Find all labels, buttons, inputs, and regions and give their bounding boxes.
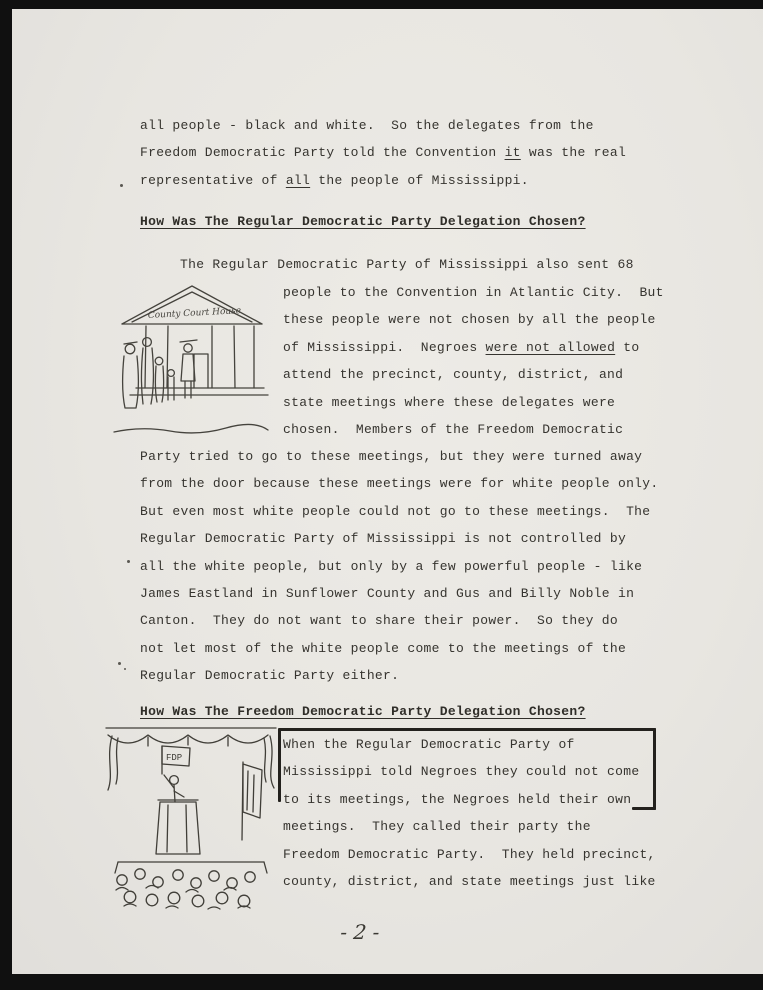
text-line: Regular Democratic Party of Mississippi is not controlled by [140,531,627,547]
underlined-text: were not allowed [485,339,616,355]
text-line: from the door because these meetings were for white people only. [140,476,659,492]
scan-speck [124,668,126,670]
text-line: all people - black and white. So the delegates from the [140,118,594,133]
text-line: to its meetings, the Negroes held their own [283,791,632,807]
text-line: these people were not chosen by all the people [283,312,656,328]
text-line: James Eastland in Sunflower County and Gus and Billy Noble in [140,586,635,602]
scan-speck [120,184,123,187]
text-segment: to [615,339,640,355]
text-line: chosen. Members of the Freedom Democratic [283,422,624,438]
page-number: - 2 - [339,920,381,944]
text-line [140,139,626,166]
text-line: state meetings where these delegates were [283,394,616,410]
text-line: Mississippi told Negroes they could not come [283,764,640,780]
paragraph-intro [140,112,626,194]
courthouse-label: County Court House [147,306,242,321]
scan-speck [127,560,130,563]
text-line: meetings. They called their party the [283,819,591,835]
text-line: The Regular Democratic Party of Mississippi also sent 68 [180,257,634,272]
text-segment: the people of Mississippi. [310,172,529,188]
scan-edge-left [0,0,12,990]
text-line: county, district, and state meetings just like [283,874,656,890]
text-line [140,167,626,194]
text-line: Party tried to go to these meetings, but they were turned away [140,449,643,464]
text-line [283,334,664,361]
fdp-rally-illustration [104,722,279,912]
text-line: When the Regular Democratic Party of [283,737,575,752]
scan-edge-bottom [0,974,763,990]
text-segment: of Mississippi. Negroes [283,339,486,355]
underlined-text: all [285,172,311,188]
paragraph-freedom-wrap [283,731,656,895]
text-line: Freedom Democratic Party. They held precinct, [283,846,656,862]
paragraph-regular-wrap [283,279,664,443]
paragraph-regular-full [140,443,658,690]
text-line: Canton. They do not want to share their power. So they do [140,613,618,629]
text-segment: representative of [140,172,286,188]
text-segment: Freedom Democratic Party told the Convention [140,145,505,161]
courthouse-drawing [106,276,278,444]
text-line: people to the Convention in Atlantic City. But [283,285,664,300]
fdp-rally-drawing [104,722,279,912]
underlined-text: it [504,145,521,161]
heading-text: How Was The Regular Democratic Party Delegation Chosen? [140,214,586,229]
text-line: But even most white people could not go to these meetings. The [140,503,651,519]
fdp-banner-label: FDP [166,753,183,763]
courthouse-illustration [106,276,278,444]
scan-edge-top [0,0,763,9]
text-line: not let most of the white people come to the meetings of the [140,640,627,656]
heading-text: How Was The Freedom Democratic Party Delegation Chosen? [140,704,586,719]
paragraph-regular-intro-line [180,251,634,278]
section-heading-regular-party [140,208,586,235]
text-line: Regular Democratic Party either. [140,668,400,684]
scan-speck [118,662,121,665]
text-line: attend the precinct, county, district, and [283,367,624,383]
bracket-left-stroke [278,728,281,802]
text-line: all the white people, but only by a few powerful people - like [140,558,643,574]
text-segment: was the real [520,145,627,161]
